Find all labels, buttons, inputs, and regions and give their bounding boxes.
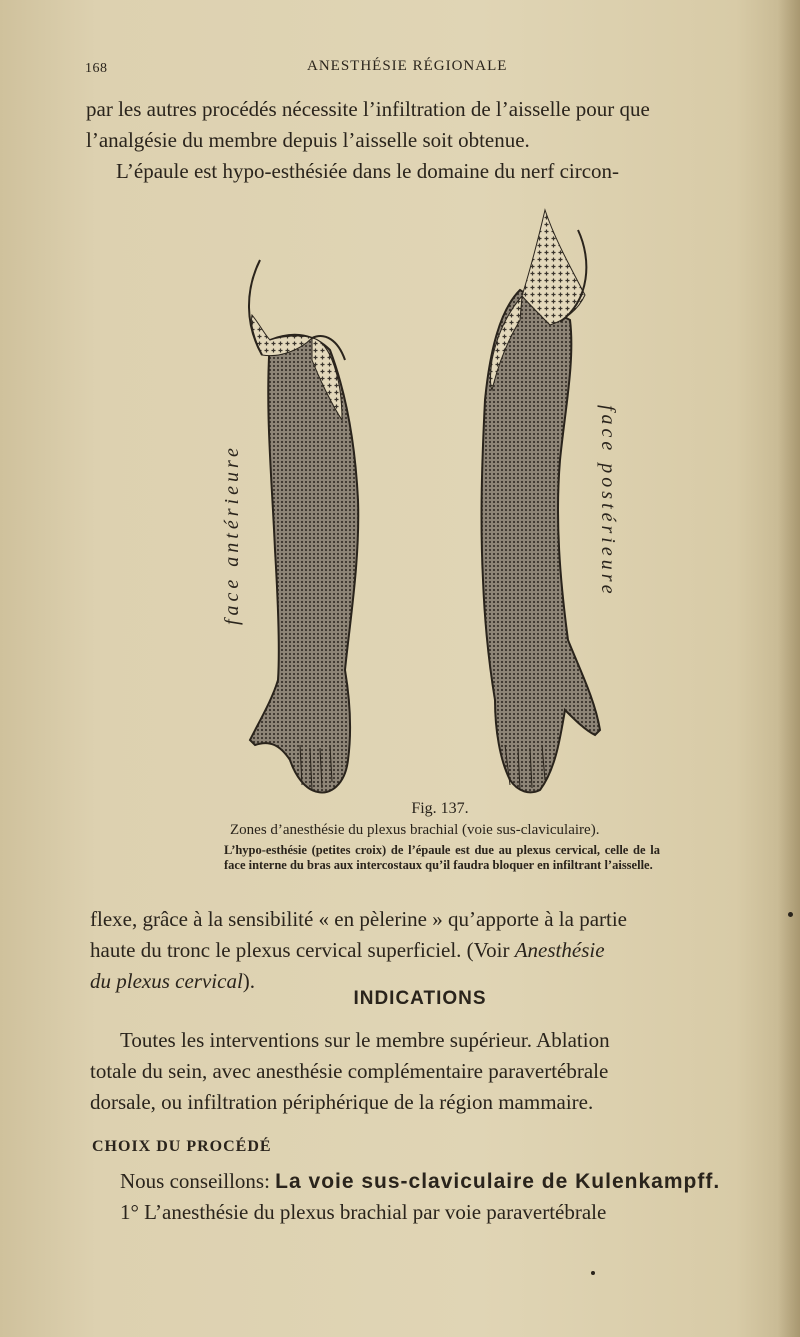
paragraph-3-line-2: totale du sein, avec anesthésie complémentaire paravertébrale — [90, 1059, 609, 1083]
paragraph-3-line-3: dorsale, ou infiltration périphérique de la région mammaire. — [90, 1090, 594, 1114]
paragraph-2-line-1: flexe, grâce à la sensibilité « en pèlerine » qu’apporte à la partie — [90, 907, 627, 931]
paragraph-1-line-2: l’analgésie du membre depuis l’aisselle soit obtenue. — [86, 128, 530, 152]
paragraph-3-line-1: Toutes les interventions sur le membre supérieur. Ablation — [120, 1028, 610, 1052]
figure-number: Fig. 137. — [411, 800, 469, 817]
left-arm-anterior — [249, 260, 358, 793]
subheading-choix-du-procede: CHOIX DU PROCÉDÉ — [92, 1138, 272, 1155]
right-arm-posterior — [482, 210, 600, 792]
paragraph-1-line-3: L’épaule est hypo-esthésiée dans le domaine du nerf circon- — [116, 159, 620, 183]
paragraph-2-line-2 — [90, 935, 760, 966]
running-title: ANESTHÉSIE RÉGIONALE — [307, 58, 508, 74]
figure-arms-illustration — [200, 200, 640, 800]
print-speck — [788, 912, 793, 917]
print-speck — [591, 1271, 595, 1275]
figure-title: Zones d’anesthésie du plexus brachial (voie sus-claviculaire). — [230, 822, 600, 838]
paragraph-4 — [90, 1166, 770, 1228]
page-number: 168 — [85, 61, 108, 76]
paragraph-4-line-1-text: Nous conseillons: — [120, 1169, 276, 1193]
paragraph-4-line-1 — [90, 1166, 770, 1197]
paragraph-3 — [90, 1025, 765, 1118]
paragraph-2-line-3-end: ). — [242, 969, 256, 993]
arms-drawing — [200, 200, 640, 800]
recommended-method: La voie sus-claviculaire de Kulenkampff. — [275, 1170, 721, 1193]
section-heading-indications: INDICATIONS — [353, 988, 487, 1009]
label-face-posterieure: face postérieure — [597, 405, 619, 598]
paragraph-4-line-2: 1° L’anesthésie du plexus brachial par voie paravertébrale — [120, 1200, 607, 1224]
figure-caption — [220, 800, 660, 873]
paragraph-2 — [90, 904, 760, 997]
paragraph-1 — [86, 94, 766, 187]
label-face-anterieure: face antérieure — [221, 444, 243, 625]
page-edge-shadow — [778, 0, 800, 1337]
figure-legend: L’hypo-esthésie (petites croix) de l’épaule est due au plexus cervical, celle de la face interne du bras aux intercostaux qu’il faudra bloquer en infiltrant l’aisselle. — [224, 843, 660, 872]
cross-reference-title: Anesthésie — [514, 938, 605, 962]
paragraph-2-line-2-text: haute du tronc le plexus cervical superficiel. (Voir — [90, 938, 515, 962]
paragraph-1-line-1: par les autres procédés nécessite l’infiltration de l’aisselle pour que — [86, 97, 650, 121]
cross-reference-title-cont: du plexus cervical — [90, 969, 243, 993]
running-header — [85, 58, 760, 80]
